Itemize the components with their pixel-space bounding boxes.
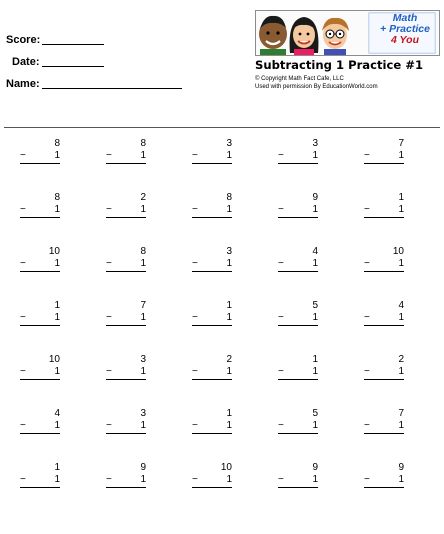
- minus-sign: −: [278, 366, 284, 377]
- subtrahend: 1: [54, 420, 60, 431]
- subtrahend: 1: [226, 420, 232, 431]
- subtrahend: 1: [312, 312, 318, 323]
- problem-7-3: [192, 462, 232, 492]
- name-label: Name:: [6, 78, 40, 90]
- minus-sign: −: [20, 150, 26, 161]
- minuend: 7: [398, 138, 404, 149]
- answer-line[interactable]: [192, 163, 232, 164]
- subtrahend: 1: [398, 366, 404, 377]
- answer-line[interactable]: [20, 163, 60, 164]
- minuend: 7: [140, 300, 146, 311]
- answer-line[interactable]: [192, 217, 232, 218]
- answer-line[interactable]: [106, 379, 146, 380]
- answer-line[interactable]: [364, 379, 404, 380]
- problem-6-2: [106, 408, 146, 438]
- answer-line[interactable]: [106, 271, 146, 272]
- subtrahend: 1: [312, 420, 318, 431]
- minus-sign: −: [106, 204, 112, 215]
- minus-sign: −: [192, 366, 198, 377]
- problem-6-4: [278, 408, 318, 438]
- minuend: 8: [226, 192, 232, 203]
- problem-3-2: [106, 246, 146, 276]
- answer-line[interactable]: [192, 487, 232, 488]
- answer-line[interactable]: [364, 325, 404, 326]
- logo-line-1: Math: [392, 12, 418, 24]
- problem-4-3: [192, 300, 232, 330]
- subtrahend: 1: [398, 420, 404, 431]
- problem-7-1: [20, 462, 60, 492]
- subtrahend: 1: [54, 258, 60, 269]
- answer-line[interactable]: [106, 325, 146, 326]
- minus-sign: −: [192, 312, 198, 323]
- minuend: 10: [220, 462, 232, 473]
- answer-line[interactable]: [20, 487, 60, 488]
- minuend: 1: [54, 300, 60, 311]
- minus-sign: −: [20, 420, 26, 431]
- subtrahend: 1: [312, 204, 318, 215]
- answer-line[interactable]: [20, 325, 60, 326]
- answer-line[interactable]: [192, 271, 232, 272]
- minuend: 3: [312, 138, 318, 149]
- subtrahend: 1: [398, 258, 404, 269]
- minus-sign: −: [106, 258, 112, 269]
- minus-sign: −: [278, 420, 284, 431]
- subtrahend: 1: [226, 150, 232, 161]
- answer-line[interactable]: [364, 217, 404, 218]
- minus-sign: −: [20, 258, 26, 269]
- worksheet-title: Subtracting 1 Practice #1: [255, 58, 424, 72]
- answer-line[interactable]: [106, 433, 146, 434]
- problem-7-2: [106, 462, 146, 492]
- subtrahend: 1: [226, 258, 232, 269]
- answer-line[interactable]: [278, 379, 318, 380]
- minuend: 2: [226, 354, 232, 365]
- problem-1-4: [278, 138, 318, 168]
- problem-4-5: [364, 300, 404, 330]
- minuend: 4: [398, 300, 404, 311]
- subtrahend: 1: [312, 366, 318, 377]
- minus-sign: −: [106, 474, 112, 485]
- answer-line[interactable]: [20, 433, 60, 434]
- minus-sign: −: [364, 420, 370, 431]
- problem-2-3: [192, 192, 232, 222]
- minus-sign: −: [106, 312, 112, 323]
- subtrahend: 1: [54, 204, 60, 215]
- subtrahend: 1: [312, 150, 318, 161]
- subtrahend: 1: [140, 258, 146, 269]
- answer-line[interactable]: [20, 379, 60, 380]
- minus-sign: −: [364, 474, 370, 485]
- minuend: 5: [312, 300, 318, 311]
- answer-line[interactable]: [278, 487, 318, 488]
- minus-sign: −: [364, 366, 370, 377]
- problem-6-1: [20, 408, 60, 438]
- answer-line[interactable]: [364, 487, 404, 488]
- minus-sign: −: [278, 258, 284, 269]
- score-label: Score:: [6, 34, 41, 46]
- minus-sign: −: [364, 312, 370, 323]
- problem-3-4: [278, 246, 318, 276]
- problem-5-1: [20, 354, 60, 384]
- subtrahend: 1: [226, 204, 232, 215]
- problem-5-3: [192, 354, 232, 384]
- minus-sign: −: [192, 204, 198, 215]
- minuend: 9: [312, 192, 318, 203]
- minuend: 3: [226, 246, 232, 257]
- problem-5-2: [106, 354, 146, 384]
- answer-line[interactable]: [278, 163, 318, 164]
- minus-sign: −: [364, 204, 370, 215]
- minus-sign: −: [192, 150, 198, 161]
- subtrahend: 1: [226, 312, 232, 323]
- subtrahend: 1: [54, 474, 60, 485]
- minus-sign: −: [192, 420, 198, 431]
- answer-line[interactable]: [278, 325, 318, 326]
- answer-line[interactable]: [364, 163, 404, 164]
- minuend: 5: [312, 408, 318, 419]
- answer-line[interactable]: [106, 163, 146, 164]
- problem-5-4: [278, 354, 318, 384]
- problem-4-1: [20, 300, 60, 330]
- minuend: 10: [48, 246, 60, 257]
- problem-2-1: [20, 192, 60, 222]
- problem-3-3: [192, 246, 232, 276]
- minuend: 4: [54, 408, 60, 419]
- subtrahend: 1: [54, 366, 60, 377]
- minus-sign: −: [278, 204, 284, 215]
- subtrahend: 1: [140, 150, 146, 161]
- problem-1-2: [106, 138, 146, 168]
- subtrahend: 1: [54, 312, 60, 323]
- minuend: 1: [226, 300, 232, 311]
- subtrahend: 1: [140, 204, 146, 215]
- minuend: 8: [54, 192, 60, 203]
- subtrahend: 1: [398, 312, 404, 323]
- minus-sign: −: [106, 366, 112, 377]
- minus-sign: −: [278, 150, 284, 161]
- logo-line-2: + Practice: [380, 23, 430, 35]
- problem-2-4: [278, 192, 318, 222]
- minus-sign: −: [364, 150, 370, 161]
- answer-line[interactable]: [106, 217, 146, 218]
- minus-sign: −: [192, 258, 198, 269]
- minuend: 4: [312, 246, 318, 257]
- minuend: 9: [312, 462, 318, 473]
- answer-line[interactable]: [192, 325, 232, 326]
- answer-line[interactable]: [106, 487, 146, 488]
- subtrahend: 1: [312, 258, 318, 269]
- problem-5-5: [364, 354, 404, 384]
- problem-7-4: [278, 462, 318, 492]
- minuend: 2: [140, 192, 146, 203]
- minuend: 9: [398, 462, 404, 473]
- problem-1-1: [20, 138, 60, 168]
- minuend: 1: [312, 354, 318, 365]
- problem-4-2: [106, 300, 146, 330]
- problem-3-1: [20, 246, 60, 276]
- minuend: 3: [140, 354, 146, 365]
- minuend: 1: [398, 192, 404, 203]
- minuend: 1: [54, 462, 60, 473]
- logo-line-3: 4 You: [390, 34, 419, 46]
- minuend: 3: [226, 138, 232, 149]
- answer-line[interactable]: [20, 271, 60, 272]
- minuend: 7: [398, 408, 404, 419]
- minuend: 8: [140, 246, 146, 257]
- minus-sign: −: [20, 474, 26, 485]
- answer-line[interactable]: [278, 217, 318, 218]
- answer-line[interactable]: [364, 433, 404, 434]
- minus-sign: −: [192, 474, 198, 485]
- problem-2-2: [106, 192, 146, 222]
- minuend: 3: [140, 408, 146, 419]
- answer-line[interactable]: [192, 433, 232, 434]
- subtrahend: 1: [398, 204, 404, 215]
- minus-sign: −: [278, 312, 284, 323]
- copyright-text: © Copyright Math Fact Cafe, LLC: [255, 76, 344, 82]
- subtrahend: 1: [140, 366, 146, 377]
- minus-sign: −: [278, 474, 284, 485]
- date-label: Date:: [12, 56, 40, 68]
- minuend: 10: [392, 246, 404, 257]
- problem-3-5: [364, 246, 404, 276]
- subtrahend: 1: [54, 150, 60, 161]
- minus-sign: −: [364, 258, 370, 269]
- problem-7-5: [364, 462, 404, 492]
- minuend: 9: [140, 462, 146, 473]
- subtrahend: 1: [140, 420, 146, 431]
- subtrahend: 1: [140, 474, 146, 485]
- answer-line[interactable]: [192, 379, 232, 380]
- problem-1-3: [192, 138, 232, 168]
- minus-sign: −: [20, 204, 26, 215]
- problem-6-3: [192, 408, 232, 438]
- subtrahend: 1: [226, 366, 232, 377]
- subtrahend: 1: [398, 150, 404, 161]
- permission-text: Used with permission By EducationWorld.com: [255, 84, 378, 90]
- subtrahend: 1: [312, 474, 318, 485]
- minuend: 10: [48, 354, 60, 365]
- answer-line[interactable]: [278, 271, 318, 272]
- answer-line[interactable]: [278, 433, 318, 434]
- answer-line[interactable]: [364, 271, 404, 272]
- subtrahend: 1: [226, 474, 232, 485]
- minuend: 1: [226, 408, 232, 419]
- subtrahend: 1: [140, 312, 146, 323]
- subtrahend: 1: [398, 474, 404, 485]
- minuend: 2: [398, 354, 404, 365]
- problem-6-5: [364, 408, 404, 438]
- problem-2-5: [364, 192, 404, 222]
- minus-sign: −: [106, 420, 112, 431]
- answer-line[interactable]: [20, 217, 60, 218]
- minus-sign: −: [106, 150, 112, 161]
- minus-sign: −: [20, 366, 26, 377]
- problem-1-5: [364, 138, 404, 168]
- minuend: 8: [140, 138, 146, 149]
- minuend: 8: [54, 138, 60, 149]
- minus-sign: −: [20, 312, 26, 323]
- problem-4-4: [278, 300, 318, 330]
